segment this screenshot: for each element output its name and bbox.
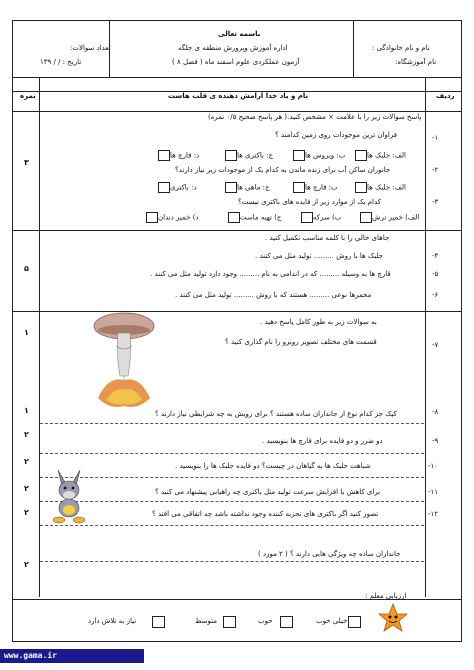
q1-number: -۱ (432, 134, 439, 142)
q3-option-b[interactable]: ب) سرکه (298, 212, 341, 223)
basmala: باسمه تعالی (218, 30, 261, 38)
q4-text: جلبک ها با روش ......... تولید مثل می کنند . (255, 252, 383, 260)
q2-option-c[interactable]: ج: ماهی ها (222, 182, 270, 193)
checkbox[interactable] (293, 182, 305, 193)
table-title: نام و یاد خدا آرامش دهنده ی قلب هاست (168, 92, 309, 100)
checkbox[interactable] (228, 212, 240, 223)
q13-score: ۲ (24, 560, 29, 569)
section1-score: ۳ (24, 158, 29, 167)
section2-score: ۵ (24, 264, 29, 273)
q2-option-b[interactable]: ب: قارچ ها (290, 182, 338, 193)
q13-text: جانداران ساده چه ویژگی هایی دارند ؟ ( ۲ مورد ) (258, 550, 401, 558)
q9-number: -۹ (432, 437, 439, 445)
q11-score: ۲ (24, 484, 29, 493)
column-row-header: ردیف (436, 92, 455, 100)
q3-text: کدام یک از موارد زیر از فایده های باکتری نیست؟ (238, 198, 382, 206)
checkbox[interactable] (293, 150, 305, 161)
q5-number: -۵ (432, 270, 439, 278)
exam-title: آزمون عملکردی علوم اسفند ماه ( فصل ۸ ) (172, 58, 300, 66)
grade-very-good-label: خیلی خوب (316, 617, 348, 625)
footer-site-link[interactable]: www.gama.ir (0, 649, 144, 663)
q7-score: ۱ (24, 328, 29, 337)
grade-needs-effort-label: نیاز به تلاش دارد (88, 617, 137, 625)
assessment-label: ارزیابی معلم : (365, 592, 407, 600)
q5-text: قارچ ها به وسیله ......... که در اندامی به نام ......... وجود دارد تولید مثل می کنند . (150, 270, 391, 278)
q11-number: -۱۱ (428, 488, 439, 496)
q4-number: -۴ (432, 252, 439, 260)
q10-text: شباهت جلبک ها به گیاهان در چیست؟ دو فایده جلبک ها را بنویسید . (175, 462, 371, 470)
q8-number: -۸ (432, 408, 439, 416)
q3-number: -۳ (432, 198, 439, 206)
grade-good-checkbox[interactable] (280, 616, 293, 628)
q6-number: -۶ (432, 291, 439, 299)
checkbox[interactable] (360, 212, 372, 223)
grade-needs-effort-checkbox[interactable] (152, 616, 165, 628)
checkbox[interactable] (301, 212, 313, 223)
checkbox[interactable] (225, 182, 237, 193)
checkbox[interactable] (158, 150, 170, 161)
q9-text: دو ضرر و دو فایده برای قارچ ها بنویسید . (262, 437, 383, 445)
q8-text: کپک جز کدام نوع از جانداران ساده هستند ؟ برای رویش به چه شرایطی نیاز دارند ؟ (155, 410, 397, 418)
q2-option-a[interactable]: الف: جلبک ها (352, 182, 406, 193)
section1-instruction: پاسخ سوالات زیر را با علامت × مشخص کنید.( هر پاسخ صحیح ۰/۵ نمره) (208, 113, 422, 121)
section2-instruction: جاهای خالی را با کلمه مناسب تکمیل کنید . (265, 234, 390, 242)
q3-option-a[interactable]: الف) خمیر ترش (357, 212, 419, 223)
q2-number: -۲ (432, 166, 439, 174)
school-label: نام آموزشگاه: (395, 58, 437, 66)
q12-text: تصور کنید اگر باکتری های تجزیه کننده وجود نداشته باشد چه اتفاقی می افتد ؟ (152, 510, 379, 518)
column-score-header: نمره (20, 92, 36, 100)
grade-average-label: متوسط (195, 617, 217, 625)
donkey-illustration (48, 466, 90, 526)
date-label: تاریخ : / / ۱۳۹ (40, 58, 82, 66)
checkbox[interactable] (225, 150, 237, 161)
q3-option-d[interactable]: د) خمیر دندان (143, 212, 198, 223)
q2-option-d[interactable]: د: باکتری (155, 182, 197, 193)
mushroom-illustration (88, 306, 160, 418)
q1-option-c[interactable]: ج: باکتری ها (222, 150, 273, 161)
q9-score: ۲ (24, 430, 29, 439)
q7-text: قسمت های مختلف تصویر روبرو را نام گذاری کنید ؟ (225, 338, 377, 346)
checkbox[interactable] (355, 182, 367, 193)
grade-average-checkbox[interactable] (223, 616, 236, 628)
q10-number: -۱۰ (428, 462, 439, 470)
q11-text: برای کاهش یا افزایش سرعت تولید مثل باکتری چه راهیابی پیشنهاد می کنید ؟ (155, 488, 381, 496)
q6-text: مخمرها نوعی ......... هستند که با روش ......... تولید مثل می کنند . (175, 291, 372, 299)
star-mascot-icon (378, 603, 408, 633)
grade-good-label: خوب (258, 617, 273, 625)
q3-option-c[interactable]: ج) تهیه ماست (225, 212, 281, 223)
checkbox[interactable] (146, 212, 158, 223)
question-count-label: تعداد سوالات: (70, 44, 111, 52)
q1-option-b[interactable]: ب: ویروس ها (290, 150, 345, 161)
office-name: اداره آموزش وپرورش منطقه ی جلگه (178, 44, 288, 52)
name-label: نام و نام خانوادگی : (372, 44, 430, 52)
q1-option-d[interactable]: د: قارچ ها (155, 150, 199, 161)
q8-score: ۱ (24, 406, 29, 415)
q12-number: -۱۲ (428, 510, 439, 518)
q12-score: ۲ (24, 508, 29, 517)
q1-text: فراوان ترین موجودات روی زمین کدامند ؟ (275, 131, 398, 139)
q2-text: جانوران ساکن آب برای زنده ماندن به کدام یک از موجودات زیر نیاز دارند؟ (175, 166, 391, 174)
section3-instruction: به سوالات زیر به طور کامل پاسخ دهید . (260, 318, 377, 326)
q7-number: -۷ (432, 341, 439, 349)
q1-option-a[interactable]: الف: جلبک ها (352, 150, 406, 161)
checkbox[interactable] (355, 150, 367, 161)
q10-score: ۲ (24, 457, 29, 466)
checkbox[interactable] (158, 182, 170, 193)
grade-very-good-checkbox[interactable] (348, 616, 361, 628)
